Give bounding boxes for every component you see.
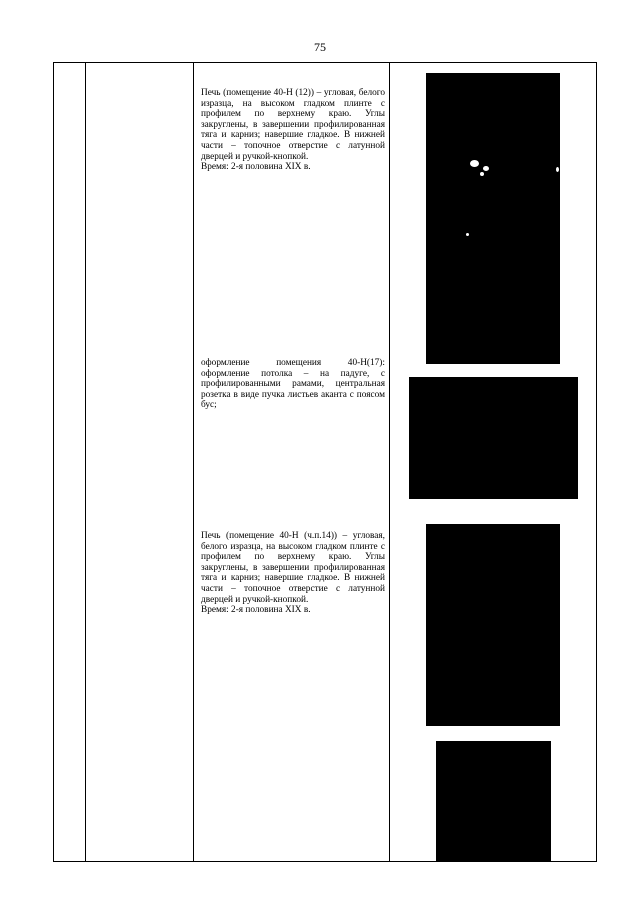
photo-highlight bbox=[483, 166, 489, 171]
column-divider-2 bbox=[193, 62, 194, 862]
photo-highlight bbox=[556, 167, 559, 172]
photo-highlight bbox=[480, 172, 484, 176]
photo-highlight bbox=[466, 233, 469, 236]
entry-3 bbox=[201, 531, 385, 616]
entry-3-description: Печь (помещение 40-Н (ч.п.14)) – угловая, белого изразца, на высоком гладком плинте с профилем по верхнему краю. Углы закруглены, в завершении профилированная тяга и карниз; навершие гладкое. В нижней части – топочное отверстие с латунной дверцей и ручкой-кнопкой. bbox=[201, 531, 385, 605]
entry-1-time: Время: 2-я половина XIX в. bbox=[201, 162, 311, 173]
stove-photo-2 bbox=[426, 524, 560, 726]
entry-2-description: оформление помещения 40-Н(17): оформление потолка – на падуге, с профилированными рамами, центральная розетка в виде пучка листьев аканта с поясом бус; bbox=[201, 358, 385, 411]
cell-edge-mark bbox=[389, 421, 390, 517]
column-divider-1 bbox=[85, 62, 86, 862]
photo-highlight bbox=[470, 160, 479, 167]
entry-1 bbox=[201, 88, 385, 173]
stove-photo-1 bbox=[426, 73, 560, 364]
stove-photo-2-detail bbox=[436, 741, 551, 861]
entry-1-description: Печь (помещение 40-Н (12)) – угловая, белого изразца, на высоком гладком плинте с профилем по верхнему краю. Углы закруглены, в завершении профилированная тяга и карниз; навершие гладкое. В нижней части – топочное отверстие с латунной дверцей и ручкой-кнопкой. bbox=[201, 88, 385, 162]
entry-3-time: Время: 2-я половина XIX в. bbox=[201, 605, 311, 616]
entry-2 bbox=[201, 358, 385, 411]
ceiling-photo bbox=[409, 377, 578, 499]
page-number: 75 bbox=[314, 40, 326, 54]
